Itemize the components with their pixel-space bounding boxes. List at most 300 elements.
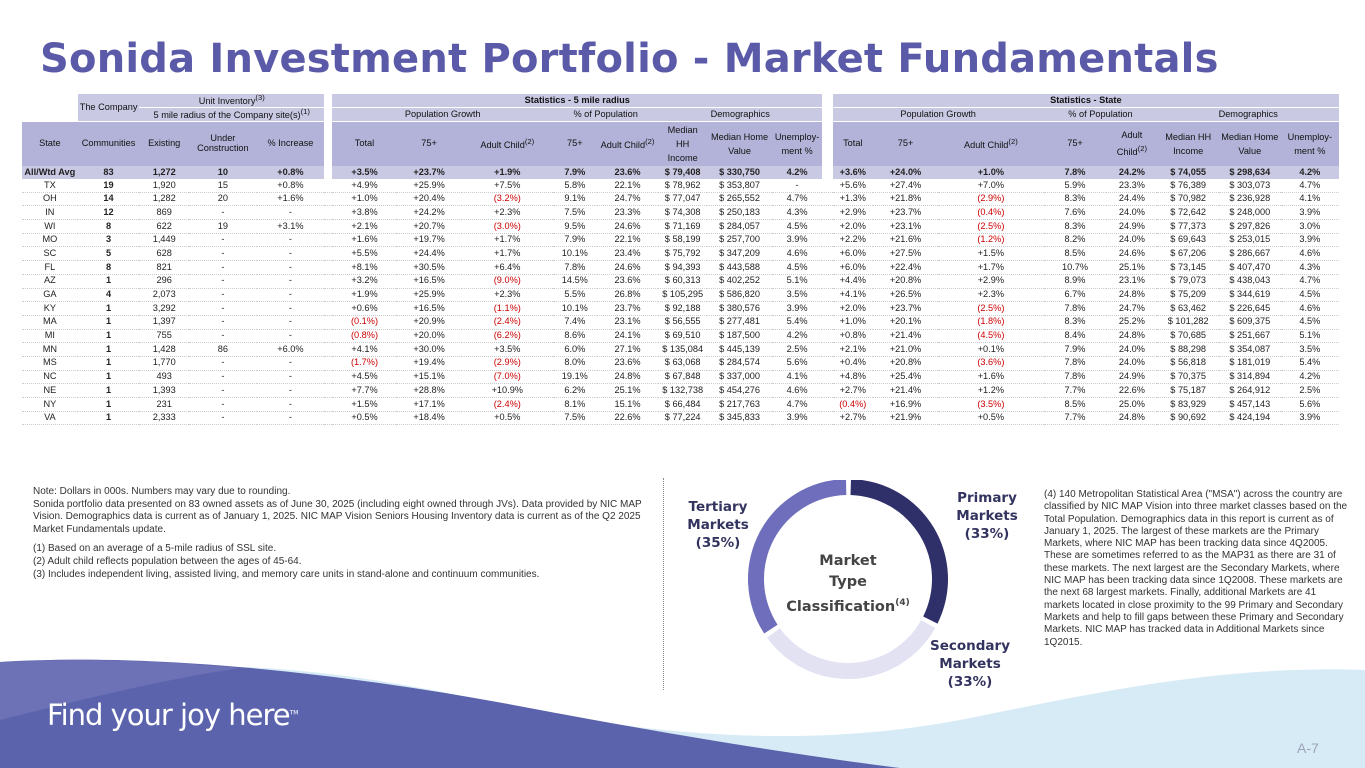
table-cell: VA xyxy=(22,411,78,425)
header-demographics-5mile: Demographics xyxy=(658,108,822,122)
table-cell: 24.6% xyxy=(1106,247,1157,261)
table-cell: $ 63,462 xyxy=(1157,302,1219,316)
table-cell: 10.7% xyxy=(1044,261,1107,275)
table-row xyxy=(22,179,1339,192)
table-cell: (2.9%) xyxy=(462,356,553,370)
table-cell: 19.1% xyxy=(553,370,597,384)
table-cell: +5.5% xyxy=(332,247,396,261)
table-cell: 1,393 xyxy=(139,384,189,398)
table-cell: $ 277,481 xyxy=(707,315,772,329)
gap-cell xyxy=(324,370,332,384)
table-cell: +2.9% xyxy=(833,206,873,220)
table-cell: +2.0% xyxy=(833,302,873,316)
table-cell: (3.5%) xyxy=(938,398,1043,412)
table-cell: 4.7% xyxy=(1281,179,1339,192)
header-stats-5mile: Statistics - 5 mile radius xyxy=(332,94,822,108)
secondary-markets-label: Secondary Markets (33%) xyxy=(930,638,1010,690)
table-cell: $ 297,826 xyxy=(1219,220,1281,234)
table-cell: +23.7% xyxy=(396,166,461,179)
table-cell: 3.9% xyxy=(772,411,822,425)
table-cell: +21.4% xyxy=(873,384,938,398)
table-cell: $ 443,588 xyxy=(707,261,772,275)
gap-cell xyxy=(822,288,833,302)
col-adult-child-pct-state: Adult Child$^{(2)}$ xyxy=(1106,122,1157,167)
gap-cell xyxy=(822,302,833,316)
header-gap xyxy=(324,94,332,108)
table-cell: 1,272 xyxy=(139,166,189,179)
table-cell: $ 88,298 xyxy=(1157,343,1219,357)
table-cell: IN xyxy=(22,206,78,220)
table-cell: 4.7% xyxy=(772,398,822,412)
table-cell: 3 xyxy=(78,233,140,247)
table-cell: (2.5%) xyxy=(938,220,1043,234)
table-cell: 493 xyxy=(139,370,189,384)
note-3: (3) Includes independent living, assisted living, and memory care units in stand-alone and continuum communities. xyxy=(33,568,540,580)
table-cell: 19 xyxy=(78,179,140,192)
header-company: The Company xyxy=(78,94,140,122)
table-cell: TX xyxy=(22,179,78,192)
table-cell: - xyxy=(189,274,257,288)
table-cell: $ 70,982 xyxy=(1157,192,1219,206)
col-under-construction: Under Construction xyxy=(189,122,257,167)
table-cell: 7.9% xyxy=(553,166,597,179)
table-cell: $ 77,373 xyxy=(1157,220,1219,234)
table-cell: $ 70,685 xyxy=(1157,329,1219,343)
table-cell: 4.7% xyxy=(1281,274,1339,288)
gap-cell xyxy=(324,343,332,357)
table-cell: 8.3% xyxy=(1044,220,1107,234)
page-number: A-7 xyxy=(1297,740,1319,756)
table-row xyxy=(22,247,1339,261)
table-cell: 10.1% xyxy=(553,247,597,261)
table-cell: 1 xyxy=(78,274,140,288)
table-cell: 22.1% xyxy=(597,233,659,247)
table-cell: +1.6% xyxy=(938,370,1043,384)
table-cell: $ 74,055 xyxy=(1157,166,1219,179)
table-cell: MO xyxy=(22,233,78,247)
table-cell: $ 69,510 xyxy=(658,329,707,343)
table-cell: +2.7% xyxy=(833,384,873,398)
col-median-income-5mile: Median HH Income xyxy=(658,122,707,167)
table-cell: 7.8% xyxy=(1044,302,1107,316)
table-row xyxy=(22,411,1339,425)
table-cell: +6.4% xyxy=(462,261,553,275)
table-cell: 24.0% xyxy=(1106,206,1157,220)
table-cell: (2.5%) xyxy=(938,302,1043,316)
table-cell: +4.1% xyxy=(833,288,873,302)
table-cell: 25.0% xyxy=(1106,398,1157,412)
table-cell: +1.7% xyxy=(462,247,553,261)
table-cell: +0.8% xyxy=(257,179,325,192)
table-cell: $ 56,818 xyxy=(1157,356,1219,370)
table-cell: - xyxy=(772,179,822,192)
gap-cell xyxy=(324,166,332,179)
table-cell: +2.0% xyxy=(833,220,873,234)
table-cell: +20.8% xyxy=(873,274,938,288)
table-cell: 8.5% xyxy=(1044,247,1107,261)
table-cell: +10.9% xyxy=(462,384,553,398)
table-cell: +5.6% xyxy=(833,179,873,192)
table-cell: - xyxy=(189,247,257,261)
table-cell: (0.1%) xyxy=(332,315,396,329)
table-cell: 8 xyxy=(78,261,140,275)
table-cell: $ 250,183 xyxy=(707,206,772,220)
table-cell: $ 70,375 xyxy=(1157,370,1219,384)
col-median-home-5mile: Median Home Value xyxy=(707,122,772,167)
col-75-pct-state: 75+ xyxy=(1044,122,1107,167)
table-cell: 27.1% xyxy=(597,343,659,357)
table-cell: - xyxy=(257,288,325,302)
table-cell: 5.4% xyxy=(772,315,822,329)
table-cell: 24.0% xyxy=(1106,356,1157,370)
table-cell: +2.1% xyxy=(332,220,396,234)
table-cell: $ 67,206 xyxy=(1157,247,1219,261)
table-cell: $ 105,295 xyxy=(658,288,707,302)
table-cell: 8.4% xyxy=(1044,329,1107,343)
table-row xyxy=(22,302,1339,316)
table-body xyxy=(22,166,1339,425)
gap-cell xyxy=(822,261,833,275)
gap-cell xyxy=(324,356,332,370)
table-cell: 24.8% xyxy=(597,370,659,384)
col-adult-child-pct-5mile: Adult Child$^{(2)}$ xyxy=(597,122,659,167)
table-cell: 23.6% xyxy=(597,166,659,179)
table-row xyxy=(22,206,1339,220)
table-cell: $ 76,389 xyxy=(1157,179,1219,192)
table-cell: 5.6% xyxy=(1281,398,1339,412)
table-cell: - xyxy=(189,302,257,316)
table-cell: (9.0%) xyxy=(462,274,553,288)
gap-cell xyxy=(822,356,833,370)
table-cell: 8.6% xyxy=(553,329,597,343)
header-pop-growth-5mile: Population Growth xyxy=(332,108,552,122)
table-cell: $ 298,634 xyxy=(1219,166,1281,179)
table-cell: - xyxy=(189,288,257,302)
table-row xyxy=(22,329,1339,343)
table-cell: 23.7% xyxy=(597,302,659,316)
table-cell: $ 90,692 xyxy=(1157,411,1219,425)
table-cell: - xyxy=(257,233,325,247)
table-cell: 4.2% xyxy=(1281,370,1339,384)
table-cell: 8.2% xyxy=(1044,233,1107,247)
table-cell: 23.3% xyxy=(1106,179,1157,192)
gap-cell xyxy=(822,206,833,220)
table-cell: $ 438,043 xyxy=(1219,274,1281,288)
table-cell: - xyxy=(257,206,325,220)
table-cell: +0.6% xyxy=(332,302,396,316)
table-cell: $ 424,194 xyxy=(1219,411,1281,425)
table-cell: 8.1% xyxy=(553,398,597,412)
col-75-growth-state: 75+ xyxy=(873,122,938,167)
table-cell: 4.5% xyxy=(1281,288,1339,302)
table-row xyxy=(22,261,1339,275)
table-cell: 8.9% xyxy=(1044,274,1107,288)
gap-cell xyxy=(324,302,332,316)
table-cell: FL xyxy=(22,261,78,275)
header-demographics-state: Demographics xyxy=(1157,108,1339,122)
table-cell: 6.7% xyxy=(1044,288,1107,302)
table-cell: $ 586,820 xyxy=(707,288,772,302)
table-cell: +27.4% xyxy=(873,179,938,192)
table-cell: 6.0% xyxy=(553,343,597,357)
col-total-5mile: Total xyxy=(332,122,396,167)
table-cell: $ 609,375 xyxy=(1219,315,1281,329)
table-cell: $ 253,015 xyxy=(1219,233,1281,247)
table-cell: 7.7% xyxy=(1044,411,1107,425)
table-cell: 1 xyxy=(78,384,140,398)
table-cell: +0.8% xyxy=(833,329,873,343)
col-75-pct-5mile: 75+ xyxy=(553,122,597,167)
table-cell: 24.4% xyxy=(1106,192,1157,206)
table-cell: - xyxy=(257,329,325,343)
table-row xyxy=(22,356,1339,370)
gap-cell xyxy=(822,370,833,384)
table-cell: +2.3% xyxy=(938,288,1043,302)
table-cell: +2.2% xyxy=(833,233,873,247)
table-cell: 4.1% xyxy=(1281,192,1339,206)
table-cell: - xyxy=(257,384,325,398)
table-cell: $ 303,073 xyxy=(1219,179,1281,192)
col-75-growth-5mile: 75+ xyxy=(396,122,461,167)
table-cell: $ 92,188 xyxy=(658,302,707,316)
table-cell: 14.5% xyxy=(553,274,597,288)
col-communities: Communities xyxy=(78,122,140,167)
table-cell: +27.5% xyxy=(873,247,938,261)
table-cell: $ 330,750 xyxy=(707,166,772,179)
table-cell: - xyxy=(189,233,257,247)
table-cell: 7.8% xyxy=(553,261,597,275)
col-median-income-state: Median HH Income xyxy=(1157,122,1219,167)
table-cell: 25.1% xyxy=(1106,261,1157,275)
table-cell: 1 xyxy=(78,356,140,370)
table-cell: NE xyxy=(22,384,78,398)
table-cell: 15.1% xyxy=(597,398,659,412)
table-cell: 4.7% xyxy=(772,192,822,206)
table-cell: 20 xyxy=(189,192,257,206)
table-cell: +6.0% xyxy=(833,261,873,275)
gap-cell xyxy=(822,220,833,234)
table-cell: 23.3% xyxy=(597,206,659,220)
table-cell: 25.1% xyxy=(597,384,659,398)
gap-cell xyxy=(324,329,332,343)
table-cell: +21.6% xyxy=(873,233,938,247)
table-cell: $ 75,187 xyxy=(1157,384,1219,398)
col-unemployment-state: Unemploy-ment % xyxy=(1281,122,1339,167)
table-cell: $ 181,019 xyxy=(1219,356,1281,370)
table-cell: $ 344,619 xyxy=(1219,288,1281,302)
table-cell: $ 79,073 xyxy=(1157,274,1219,288)
table-cell: $ 402,252 xyxy=(707,274,772,288)
table-cell: SC xyxy=(22,247,78,261)
table-row xyxy=(22,192,1339,206)
table-cell: +0.5% xyxy=(332,411,396,425)
table-cell: $ 56,555 xyxy=(658,315,707,329)
table-cell: +21.0% xyxy=(873,343,938,357)
table-cell: +22.4% xyxy=(873,261,938,275)
corner-cell xyxy=(22,94,78,108)
table-cell: 755 xyxy=(139,329,189,343)
table-cell: 22.6% xyxy=(597,411,659,425)
table-cell: +3.8% xyxy=(332,206,396,220)
table-cell: +30.0% xyxy=(396,343,461,357)
table-cell: 23.1% xyxy=(597,315,659,329)
table-cell: 4.6% xyxy=(772,247,822,261)
table-cell: +1.0% xyxy=(938,166,1043,179)
table-cell: 4.2% xyxy=(772,329,822,343)
table-cell: (0.8%) xyxy=(332,329,396,343)
table-cell: 1 xyxy=(78,315,140,329)
table-cell: +25.4% xyxy=(873,370,938,384)
table-cell: $ 257,700 xyxy=(707,233,772,247)
table-cell: 24.9% xyxy=(1106,220,1157,234)
col-adult-child-growth-state: Adult Child$^{(2)}$ xyxy=(938,122,1043,167)
table-cell: +4.4% xyxy=(833,274,873,288)
table-cell: NC xyxy=(22,370,78,384)
table-cell: 4.5% xyxy=(1281,315,1339,329)
gap-cell xyxy=(324,384,332,398)
table-cell: 24.1% xyxy=(597,329,659,343)
header-stats-state: Statistics - State xyxy=(833,94,1339,108)
table-cell: 7.8% xyxy=(1044,166,1107,179)
table-cell: - xyxy=(189,370,257,384)
table-cell: 1 xyxy=(78,302,140,316)
table-cell: 4.6% xyxy=(772,384,822,398)
table-cell: $ 79,408 xyxy=(658,166,707,179)
table-cell: $ 286,667 xyxy=(1219,247,1281,261)
table-cell: +1.5% xyxy=(938,247,1043,261)
table-cell: 7.4% xyxy=(553,315,597,329)
table-cell: $ 445,139 xyxy=(707,343,772,357)
table-cell: 7.8% xyxy=(1044,356,1107,370)
table-cell: (3.6%) xyxy=(938,356,1043,370)
table-cell: 296 xyxy=(139,274,189,288)
table-cell: (3.0%) xyxy=(462,220,553,234)
table-cell: - xyxy=(257,315,325,329)
table-cell: 1,449 xyxy=(139,233,189,247)
table-cell: GA xyxy=(22,288,78,302)
table-cell: +21.9% xyxy=(873,411,938,425)
table-cell: (1.1%) xyxy=(462,302,553,316)
table-cell: 1,428 xyxy=(139,343,189,357)
table-cell: $ 380,576 xyxy=(707,302,772,316)
table-cell: 2.5% xyxy=(772,343,822,357)
gap-cell xyxy=(822,315,833,329)
table-cell: +4.9% xyxy=(332,179,396,192)
table-cell: $ 67,848 xyxy=(658,370,707,384)
table-cell: +0.4% xyxy=(833,356,873,370)
table-cell: +20.7% xyxy=(396,220,461,234)
table-cell: 24.7% xyxy=(597,192,659,206)
table-cell: MA xyxy=(22,315,78,329)
table-cell: $ 73,145 xyxy=(1157,261,1219,275)
table-cell: +26.5% xyxy=(873,288,938,302)
table-cell: $ 63,068 xyxy=(658,356,707,370)
table-cell: OH xyxy=(22,192,78,206)
table-cell: $ 236,928 xyxy=(1219,192,1281,206)
table-cell: +4.8% xyxy=(833,370,873,384)
table-cell: 2,333 xyxy=(139,411,189,425)
table-cell: 628 xyxy=(139,247,189,261)
gap-cell xyxy=(822,329,833,343)
table-cell: +24.4% xyxy=(396,247,461,261)
gap-cell xyxy=(324,206,332,220)
table-cell: $ 72,642 xyxy=(1157,206,1219,220)
col-adult-child-growth-5mile: Adult Child$^{(2)}$ xyxy=(462,122,553,167)
table-cell: 622 xyxy=(139,220,189,234)
table-cell: +20.0% xyxy=(396,329,461,343)
table-cell: +19.4% xyxy=(396,356,461,370)
table-cell: 24.7% xyxy=(1106,302,1157,316)
table-cell: 9.5% xyxy=(553,220,597,234)
header-gap xyxy=(324,122,332,167)
table-cell: +20.9% xyxy=(396,315,461,329)
table-cell: 22.6% xyxy=(1106,384,1157,398)
table-cell: 24.6% xyxy=(597,261,659,275)
table-cell: +20.4% xyxy=(396,192,461,206)
table-cell: $ 226,645 xyxy=(1219,302,1281,316)
table-cell: KY xyxy=(22,302,78,316)
table-cell: 24.9% xyxy=(1106,370,1157,384)
table-cell: +6.0% xyxy=(833,247,873,261)
table-cell: +28.8% xyxy=(396,384,461,398)
table-cell: 3.9% xyxy=(1281,233,1339,247)
gap-cell xyxy=(822,179,833,192)
table-cell: 4.3% xyxy=(1281,261,1339,275)
table-cell: 1,282 xyxy=(139,192,189,206)
table-cell: +1.9% xyxy=(462,166,553,179)
gap-cell xyxy=(324,274,332,288)
gap-cell xyxy=(822,233,833,247)
table-cell: 231 xyxy=(139,398,189,412)
table-cell: 23.6% xyxy=(597,356,659,370)
table-cell: (6.2%) xyxy=(462,329,553,343)
note-intro: Note: Dollars in 000s. Numbers may vary due to rounding. Sonida portfolio data presented on 83 owned assets as of June 30, 2025 (including eight owned through JVs). Data provided by NIC MAP Vision. Demographics data is current as of January 1, 2025. NIC MAP Vision Seniors Housing Inventory data is current as of the Q2 2025 Market Fundamentals update. xyxy=(33,486,642,535)
gap-cell xyxy=(822,384,833,398)
table-cell: 10 xyxy=(189,166,257,179)
table-cell: +20.1% xyxy=(873,315,938,329)
table-cell: All/Wtd Avg xyxy=(22,166,78,179)
table-cell: 3.9% xyxy=(772,302,822,316)
footnotes xyxy=(33,486,645,581)
table-cell: $ 75,209 xyxy=(1157,288,1219,302)
table-cell: $ 94,393 xyxy=(658,261,707,275)
table-cell: 7.9% xyxy=(553,233,597,247)
table-cell: 5.4% xyxy=(1281,356,1339,370)
table-cell: - xyxy=(257,370,325,384)
header-gap xyxy=(822,94,833,108)
table-cell: +21.8% xyxy=(873,192,938,206)
table-cell: 1 xyxy=(78,398,140,412)
gap-cell xyxy=(324,233,332,247)
table-cell: +3.1% xyxy=(257,220,325,234)
table-cell: $ 60,313 xyxy=(658,274,707,288)
col-pct-increase: % Increase xyxy=(257,122,325,167)
table-cell: $ 69,643 xyxy=(1157,233,1219,247)
table-cell: 8.5% xyxy=(1044,398,1107,412)
table-cell: 1 xyxy=(78,343,140,357)
gap-cell xyxy=(324,192,332,206)
table-cell: +1.2% xyxy=(938,384,1043,398)
table-cell: - xyxy=(189,384,257,398)
table-cell: 15 xyxy=(189,179,257,192)
table-cell: AZ xyxy=(22,274,78,288)
table-cell: 22.1% xyxy=(597,179,659,192)
table-cell: MS xyxy=(22,356,78,370)
table-cell: +25.9% xyxy=(396,179,461,192)
table-cell: 86 xyxy=(189,343,257,357)
header-gap xyxy=(822,122,833,167)
header-5mile-radius: 5 mile radius of the Company $site(s)^{(1)}$ xyxy=(139,108,324,122)
